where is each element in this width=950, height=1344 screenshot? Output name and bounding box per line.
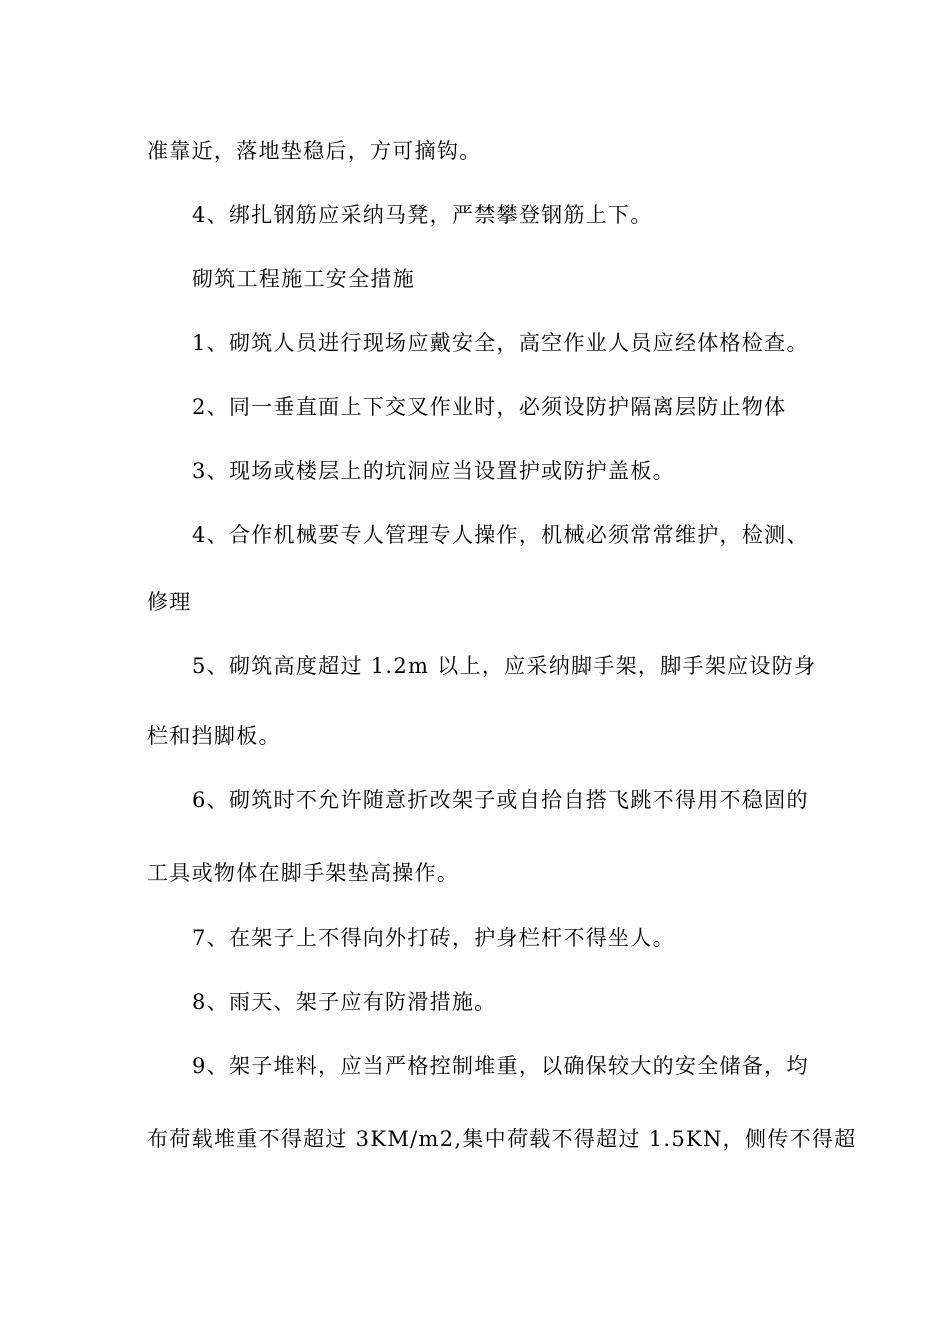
text-line-6: 3、现场或楼层上的坑洞应当设置护或防护盖板。	[192, 459, 675, 483]
text-line-15: 9、架子堆料，应当严格控制堆重，以确保较大的安全储备，均	[192, 1054, 809, 1078]
text-line-10: 栏和挡脚板。	[147, 724, 281, 748]
text-line-5: 2、同一垂直面上下交叉作业时，必须设防护隔离层防止物体	[192, 395, 787, 419]
text-line-8: 修理	[147, 590, 192, 614]
section-heading: 砌筑工程施工安全措施	[192, 267, 415, 291]
text-line-13: 7、在架子上不得向外打砖，护身栏杆不得坐人。	[192, 926, 675, 950]
text-line-12: 工具或物体在脚手架垫高操作。	[147, 861, 460, 885]
text-line-9: 5、砌筑高度超过 1.2m 以上，应采纳脚手架，脚手架应设防身	[192, 654, 817, 678]
text-line-2: 4、绑扎钢筋应采纳马凳，严禁攀登钢筋上下。	[192, 203, 653, 227]
text-line-1: 准靠近，落地垫稳后，方可摘钩。	[147, 139, 482, 163]
text-line-7: 4、合作机械要专人管理专人操作，机械必须常常维护，检测、	[192, 523, 809, 547]
text-line-4: 1、砌筑人员进行现场应戴安全，高空作业人员应经体格检查。	[192, 331, 809, 355]
text-line-11: 6、砌筑时不允许随意折改架子或自拾自搭飞跳不得用不稳固的	[192, 788, 809, 812]
text-line-14: 8、雨天、架子应有防滑措施。	[192, 990, 497, 1014]
text-line-16: 布荷载堆重不得超过 3KM/m2,集中荷载不得超过 1.5KN，侧传不得超	[147, 1127, 857, 1151]
